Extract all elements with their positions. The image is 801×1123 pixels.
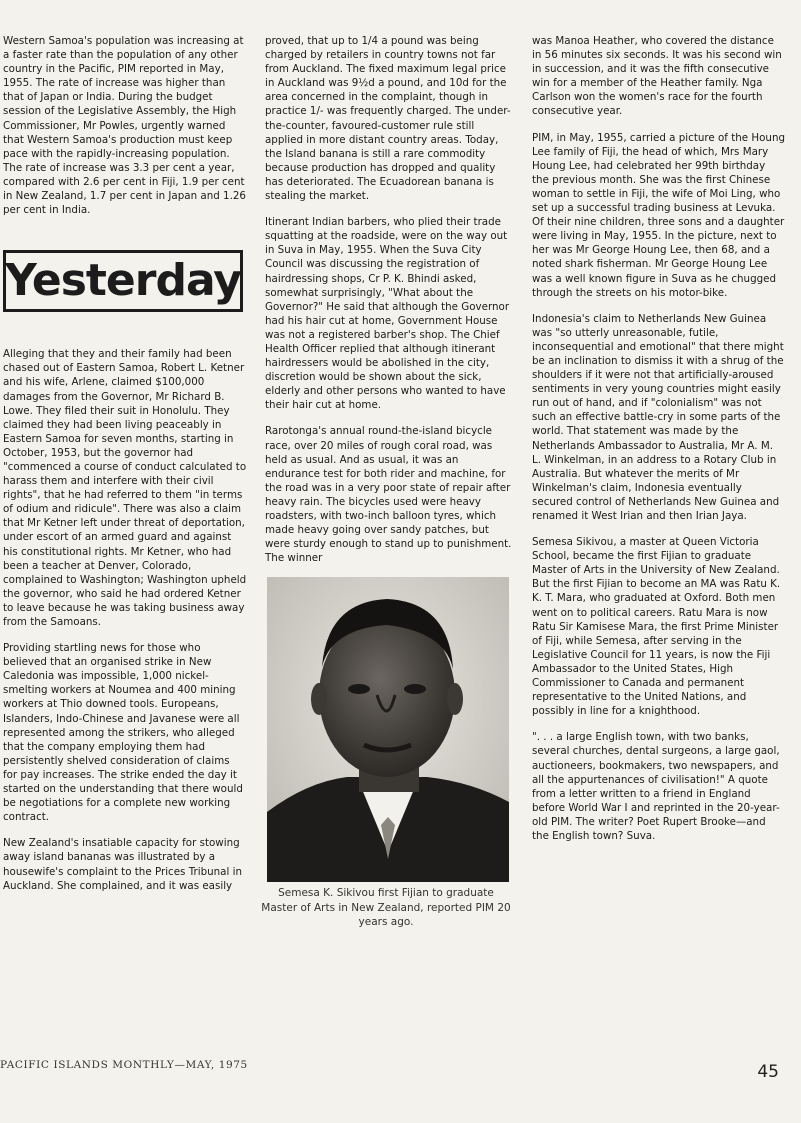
- page-number: 45: [757, 1062, 779, 1082]
- article-rupert-brooke-quote: ". . . a large English town, with two banks, several churches, dental surgeons, a large gaol, auctioneers, bookmakers, two newspapers, and all the appurtenances of civilisation!" A quote from a letter written to a friend in England before World War I and reprinted in the 20-year-old PIM. The writer? Poet Rupert Brooke—and the English town? Suva.: [532, 731, 780, 842]
- article-samoa-population: Western Samoa's population was increasing at a faster rate than the population of any other country in the Pacific, PIM reported in May, 1955. The rate of increase was higher than that of Japan or India. During the budget session of the Legislative Assembly, the High Commissioner, Mr Powles, urgently warned that Western Samoa's production must keep pace with the rapidly-increasing population. The rate of increase was 3.3 per cent a year, compared with 2.6 per cent in Fiji, 1.9 per cent in New Zealand, 1.7 per cent in Japan and 1.26 per cent in India.: [3, 35, 246, 217]
- photo-caption: Semesa K. Sikivou first Fijian to graduate Master of Arts in New Zealand, reported PIM 20 years ago.: [261, 887, 511, 929]
- article-ketner-suit: Alleging that they and their family had been chased out of Eastern Samoa, Robert L. Ketner and his wife, Arlene, claimed $100,000 damages from the Governor, Mr Richard B. Lowe. They filed their suit in Honolulu. They claimed they had been living peaceably in Eastern Samoa for seven months, starting in October, 1953, but the governor had "commenced a course of conduct calculated to harass them and interfere with their civil rights", that he had referred to them "in terms of odium and ridicule". There was also a claim that Mr Ketner left under threat of deportation, under escort of an armed guard and against his constitutional rights. Mr Ketner, who had been a teacher at Denver, Colorado, complained to Washington; Washington upheld the governor, who said he had ordered Ketner to leave because he was taking business away from the Samoans.: [3, 348, 247, 628]
- column-left: [3, 34, 247, 905]
- section-heading: Yesterday: [5, 255, 241, 307]
- page-footer: PACIFIC ISLANDS MONTHLY—MAY, 1975: [0, 1059, 248, 1071]
- article-banana-prices-start: New Zealand's insatiable capacity for stowing away island bananas was illustrated by a housewife's complaint to the Prices Tribunal in Auckland. She complained, and it was easily: [3, 837, 242, 892]
- article-rarotonga-bicycle-race: Rarotonga's annual round-the-island bicycle race, over 20 miles of rough coral road, was held as usual. And as usual, it was an endurance test for both rider and machine, for the road was in a very poor state of repair after heavy rain. The bicycles used were heavy roadsters, with two-inch balloon tyres, which made heavy going over sandy patches, but were sturdy enough to stand up to punishment. The winner: [265, 425, 512, 565]
- portrait-image: [267, 577, 509, 882]
- section-heading-box: [3, 250, 243, 312]
- article-netherlands-new-guinea: Indonesia's claim to Netherlands New Guinea was "so utterly unreasonable, futile, inconsequential and emotional" that there might be an inclination to dismiss it with a shrug of the shoulders if it were not that artificially-aroused sentiments in very young countries might easily run out of hand, and if "colonialism" was not such an effective battle-cry in some parts of the world. That statement was made by the Netherlands Ambassador to Australia, Mr A. M. L. Winkelman, in an address to a Rotary Club in Australia. But whatever the merits of Mr Winkelman's claim, Indonesia eventually secured control of Netherlands New Guinea and renamed it West Irian and then Irian Jaya.: [532, 312, 784, 522]
- article-new-caledonia-strike: Providing startling news for those who believed that an organised strike in New Caledonia was impossible, 1,000 nickel-smelting workers at Noumea and 400 mining workers at Thio downed tools. Europeans, Islanders, Indo-Chinese and Javanese were all represented among the strikers, who alleged that the company employing them had persistently shelved consideration of claims for pay increases. The strike ended the day it started on the understanding that there would be negotiations for a complete new working contract.: [3, 642, 243, 824]
- article-banana-prices-cont: proved, that up to 1/4 a pound was being charged by retailers in country towns not far from Auckland. The fixed maximum legal price in Auckland was 9½d a pound, and 10d for the area concerned in the complaint, though in practice 1/- was frequently charged. The under-the-counter, favoured-customer rule still applied in more distant country areas. Today, the Island banana is still a rare commodity because production has dropped and quality has deteriorated. The Ecuadorean banana is stealing the market.: [265, 35, 511, 203]
- column-right: [532, 34, 785, 855]
- article-semesa-sikivou: Semesa Sikivou, a master at Queen Victoria School, became the first Fijian to graduate Master of Arts in the University of New Zealand. But the first Fijian to become an MA was Ratu K. K. T. Mara, who graduated at Oxford. Both men went on to political careers. Ratu Mara is now Ratu Sir Kamisese Mara, the first Prime Minister of Fiji, while Semesa, after serving in the Legislative Council for 11 years, is now the Fiji Ambassador to the United States, High Commissioner to Canada and permanent representative to the United Nations, and possibly in line for a knighthood.: [532, 536, 781, 718]
- article-suva-barbers: Itinerant Indian barbers, who plied their trade squatting at the roadside, were on the way out in Suva in May, 1955. When the Suva City Council was discussing the registration of hairdressing shops, Cr P. K. Bhindi asked, somewhat surprisingly, "What about the Governor?" He said that although the Governor had his hair cut at home, Government House was not a registered barber's shop. The Chief Health Officer replied that although itinerant hairdressers would be abolished in the city, discretion would be shown about the sick, elderly and other persons who wanted to have their hair cut at home.: [265, 216, 510, 412]
- article-rarotonga-bicycle-race-cont: was Manoa Heather, who covered the distance in 56 minutes six seconds. It was his second win in succession, and it was the fifth consecutive win for a member of the Heather family. Nga Carlson won the women's race for the fourth consecutive year.: [532, 35, 782, 118]
- portrait-photo: [267, 577, 509, 882]
- article-houng-lee-family: PIM, in May, 1955, carried a picture of the Houng Lee family of Fiji, the head of which, Mrs Mary Houng Lee, had celebrated her 99th birthday the previous month. She was the first Chinese woman to settle in Fiji, the wife of Moi Ling, who set up a successful trading business at Levuka. Of their nine children, three sons and a daughter were living in May, 1955. In the picture, next to her was Mr George Houng Lee, then 68, and a noted shark fisherman. Mr George Houng Lee was a well known figure in Suva as he chugged through the streets on his motor-bike.: [532, 131, 786, 299]
- column-middle: [261, 34, 512, 930]
